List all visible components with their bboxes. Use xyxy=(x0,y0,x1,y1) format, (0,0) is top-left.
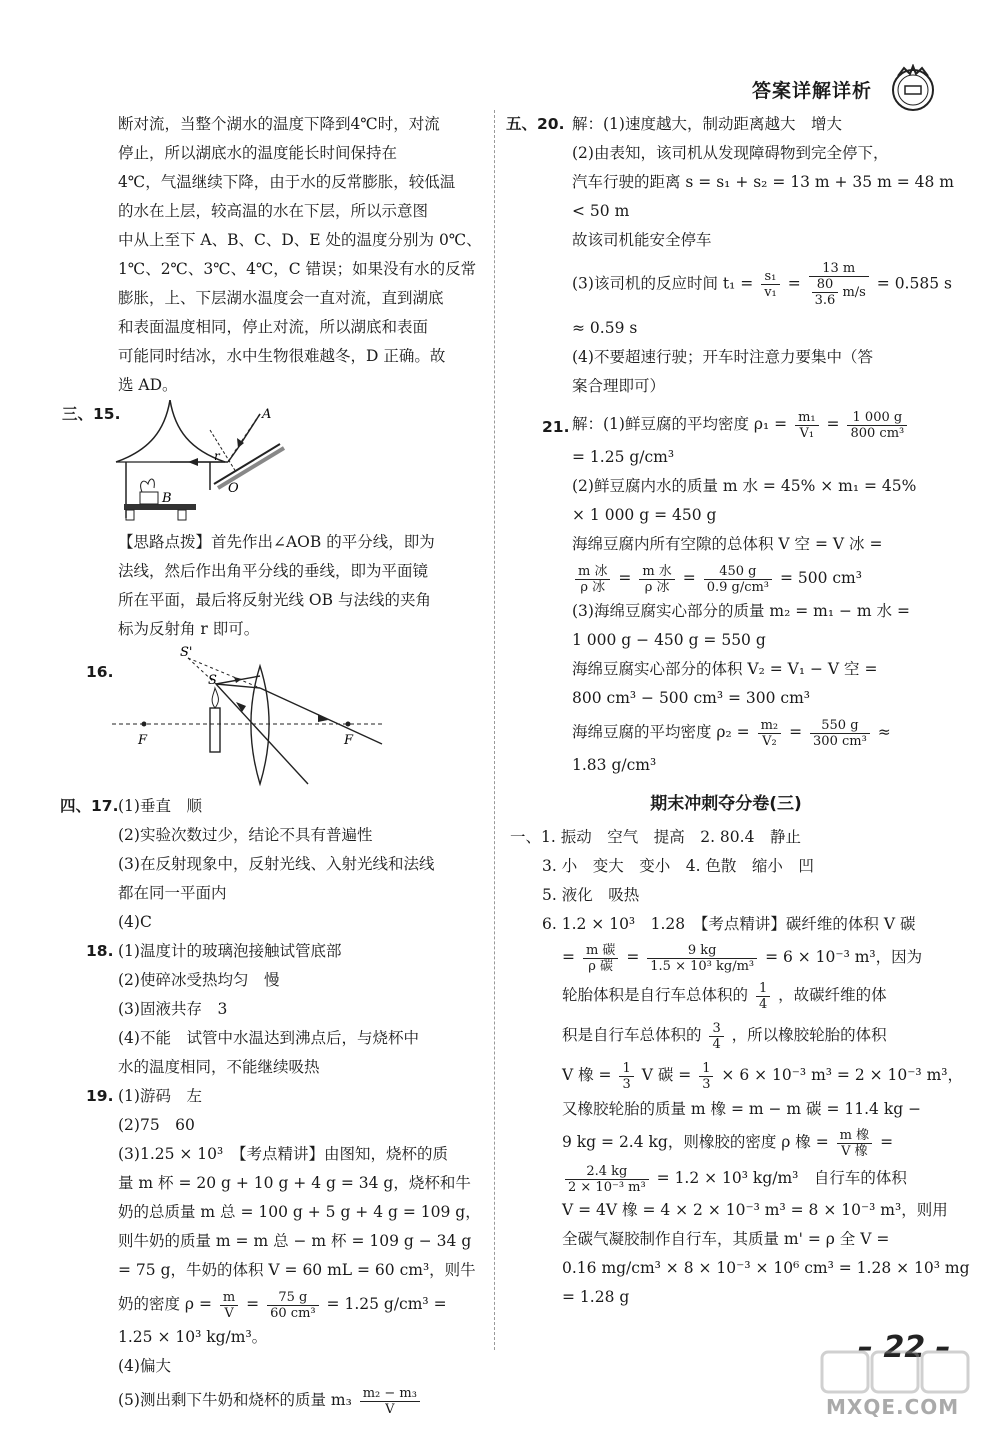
text-line: 4℃，气温继续下降，由于水的反常膨胀，较低温 xyxy=(118,173,456,191)
text-line: 的水在上层，较高温的水在下层，所以示意图 xyxy=(118,202,429,220)
text-line: 【思路点拨】首先作出∠AOB 的平分线，即为 xyxy=(118,533,435,551)
q15-label: 三、15. xyxy=(62,405,121,423)
text-line: 案合理即可） xyxy=(572,377,666,395)
text-fragment: 海绵豆腐的平均密度 ρ₂ = xyxy=(572,723,750,741)
text-line: ≈ 0.59 s xyxy=(572,319,638,337)
text-line: 又橡胶轮胎的质量 m 橡 = m − m 碳 = 11.4 kg − xyxy=(562,1100,922,1118)
text-line: 1℃、2℃、3℃、4℃，C 错误；如果没有水的反常 xyxy=(118,260,477,278)
q15-block xyxy=(62,400,482,528)
q6-line7 xyxy=(562,1124,946,1160)
page-number: – 22 – xyxy=(858,1330,951,1365)
text-line: 0.16 mg/cm³ × 8 × 10⁻³ × 10⁶ cm³ = 1.28 × 10³ mg xyxy=(562,1259,970,1277)
text-line: (3)1.25 × 10³ 【考点精讲】由图知，烧杯的质 xyxy=(118,1145,448,1163)
q20-block xyxy=(506,110,954,401)
text-line: = 75 g，牛奶的体积 V = 60 mL = 60 cm³，则牛 xyxy=(118,1261,476,1279)
q15-label-b: B xyxy=(162,491,172,506)
q16-block xyxy=(82,644,482,792)
q16-label: 16. xyxy=(86,663,114,681)
q6-line3 xyxy=(562,975,946,1015)
right-column xyxy=(506,110,970,1312)
section-title: 期末冲刺夺分卷(三) xyxy=(650,794,802,814)
text-fragment: = xyxy=(682,569,696,587)
q15-reflection-diagram xyxy=(110,400,350,528)
q21-1-line xyxy=(572,405,946,443)
text-fragment: = 6 × 10⁻³ m³，因为 xyxy=(765,948,923,966)
fraction: $\frac{550 g}{\text{300 cm³}}$ xyxy=(810,718,870,749)
text-line: 标为反射角 r 即可。 xyxy=(118,620,260,638)
q16-lens-diagram xyxy=(112,644,412,792)
text-line: V = 4V 橡 = 4 × 2 × 10⁻³ m³ = 8 × 10⁻³ m³，则用 xyxy=(562,1201,948,1219)
q19-5-line xyxy=(118,1381,482,1419)
text-line: 1 000 g − 450 g = 550 g xyxy=(572,631,766,649)
header-title: 答案详解详析 xyxy=(752,80,873,102)
text-line: (1)温度计的玻璃泡接触试管底部 xyxy=(118,942,342,960)
text-line: 800 cm³ − 500 cm³ = 300 cm³ xyxy=(572,689,810,707)
fraction: $\frac{\text{m 冰}}{\text{ρ 冰}}$ xyxy=(575,564,610,595)
fraction: $\frac{3}{4}$ xyxy=(709,1021,723,1052)
q6-line4 xyxy=(562,1015,946,1055)
text-line: 故该司机能安全停车 xyxy=(572,231,712,249)
q6-line5 xyxy=(562,1055,963,1095)
text-line: (2)使碎冰受热均匀 慢 xyxy=(118,971,280,989)
text-line: 膨胀，上、下层湖水温度会一直对流，直到湖底 xyxy=(118,289,444,307)
fraction: $\frac{9 kg}{\text{1.5 × 10³ kg/m³}}$ xyxy=(647,943,757,974)
text-fragment: = xyxy=(246,1295,260,1313)
q6-line2 xyxy=(562,939,946,975)
text-line: 断对流，当整个湖水的温度下降到4℃时，对流 xyxy=(118,115,440,133)
q20-label: 五、20. xyxy=(506,115,565,133)
text-line: (2)鲜豆腐内水的质量 m 水 = 45% × m₁ = 45% xyxy=(572,477,917,495)
brand-logo-icon xyxy=(888,64,938,114)
fraction: $\frac{1 000 g}{\text{800 cm³}}$ xyxy=(847,410,907,441)
text-fragment: 轮胎体积是自行车总体积的 xyxy=(562,986,749,1004)
text-fragment: V 橡 = xyxy=(562,1066,612,1084)
text-line: 中从上至下 A、B、C、D、E 处的温度分别为 0℃、 xyxy=(118,231,482,249)
text-fragment: = xyxy=(789,723,803,741)
text-fragment: ≈ xyxy=(877,723,891,741)
text-line: (2)75 60 xyxy=(118,1116,195,1134)
q16-label-f-left: F xyxy=(138,733,148,748)
text-line: 3. 小 变大 变小 4. 色散 缩小 凹 xyxy=(542,857,814,875)
fraction: $\frac{\text{s₁}}{\text{v₁}}$ xyxy=(761,269,780,300)
q18-block xyxy=(82,937,482,1082)
text-line: 所在平面，最后将反射光线 OB 与法线的夹角 xyxy=(118,591,431,609)
text-line: 汽车行驶的距离 s = s₁ + s₂ = 13 m + 35 m = 48 m xyxy=(572,173,954,191)
text-fragment: ，故碳纤维的体 xyxy=(778,986,887,1004)
text-fragment: = xyxy=(826,415,840,433)
text-fragment: 积是自行车总体积的 xyxy=(562,1026,702,1044)
q19-block xyxy=(82,1082,482,1419)
text-line: 海绵豆腐实心部分的体积 V₂ = V₁ − V 空 = xyxy=(572,660,878,678)
text-fragment: = xyxy=(562,948,575,966)
q14-continuation xyxy=(82,110,482,400)
text-line: 停止，所以湖底水的温度能长时间保持在 xyxy=(118,144,398,162)
exam3-answers xyxy=(506,823,970,1312)
text-line: × 1 000 g = 450 g xyxy=(572,506,717,524)
text-line: (3)海绵豆腐实心部分的质量 m₂ = m₁ − m 水 = xyxy=(572,602,910,620)
text-line: 1.25 × 10³ kg/m³。 xyxy=(118,1328,268,1346)
q18-label: 18. xyxy=(86,942,114,960)
text-fragment: 解：(1)鲜豆腐的平均密度 ρ₁ = xyxy=(572,415,788,433)
text-line: 一、1. 振动 空气 提高 2. 80.4 静止 xyxy=(510,828,801,846)
text-fragment: (3)该司机的反应时间 t₁ = xyxy=(572,274,754,293)
text-line: 5. 液化 吸热 xyxy=(542,886,640,904)
fraction: $\frac{\text{m₂ − m₃}}{V}$ xyxy=(360,1386,420,1417)
q16-label-f-right: F xyxy=(344,733,354,748)
q15-tip xyxy=(82,528,482,644)
text-line: (4)不要超速行驶；开车时注意力要集中（答 xyxy=(572,348,873,366)
text-fragment: = xyxy=(787,274,801,293)
fraction: $\frac{\text{m 橡}}{\text{V 橡}}$ xyxy=(837,1128,872,1159)
text-line: 6. 1.2 × 10³ 1.28 【考点精讲】碳纤维的体积 V 碳 xyxy=(542,915,916,933)
text-fragment: = xyxy=(626,948,640,966)
text-fragment: = 0.585 s xyxy=(876,274,952,293)
watermark-text: MXQE.COM xyxy=(826,1395,960,1419)
text-fragment: = 1.25 g/cm³ = xyxy=(326,1295,447,1313)
text-line: 解：(1)速度越大，制动距离越大 增大 xyxy=(572,115,842,133)
text-fragment: = xyxy=(880,1133,894,1151)
q15-label-a: A xyxy=(262,407,272,422)
text-line: (3)在反射现象中，反射光线、入射光线和法线 xyxy=(118,855,435,873)
text-line: (2)由表知，该司机从发现障碍物到完全停下， xyxy=(572,144,889,162)
q15-label-o: O xyxy=(228,481,239,496)
q21-block xyxy=(506,405,946,780)
fraction: $\frac{\text{m₂}}{\text{V₂}}$ xyxy=(758,718,782,749)
text-line: 则牛奶的质量 m = m 总 − m 杯 = 109 g − 34 g xyxy=(118,1232,472,1250)
text-fragment: ，所以橡胶轮胎的体积 xyxy=(731,1026,887,1044)
column-divider xyxy=(494,110,495,1350)
q15-label-r: r xyxy=(214,449,220,463)
q21-2-line xyxy=(572,559,946,597)
q19-density-line xyxy=(118,1285,482,1323)
text-line: = 1.25 g/cm³ xyxy=(572,448,675,466)
text-line: 法线，然后作出角平分线的垂线，即为平面镜 xyxy=(118,562,429,580)
left-column xyxy=(60,110,482,1419)
text-line: 可能同时结冰，水中生物很难越冬，D 正确。故 xyxy=(118,347,446,365)
text-line: (1)垂直 顺 xyxy=(118,797,202,815)
text-fragment: = 500 cm³ xyxy=(779,569,862,587)
q21-label: 21. xyxy=(542,418,570,436)
text-line: (2)实验次数过少，结论不具有普遍性 xyxy=(118,826,373,844)
text-line: 海绵豆腐内所有空隙的总体积 V 空 = V 冰 = xyxy=(572,535,883,553)
q16-label-s-prime: S' xyxy=(180,645,193,660)
fraction: $\frac{75 g}{\text{60 cm³}}$ xyxy=(267,1290,319,1321)
q20-3-line xyxy=(572,255,952,314)
text-line: 奶的总质量 m 总 = 100 g + 5 g + 4 g = 109 g， xyxy=(118,1203,481,1221)
q6-line8 xyxy=(562,1160,946,1196)
fraction: $\frac{450 g}{\text{0.9 g/cm³}}$ xyxy=(704,564,772,595)
text-fragment: 奶的密度 ρ = xyxy=(118,1295,212,1313)
text-line: < 50 m xyxy=(572,202,630,220)
text-line: (4)不能 试管中水温达到沸点后，与烧杯中 xyxy=(118,1029,419,1047)
text-line: 都在同一平面内 xyxy=(118,884,227,902)
fraction: $\frac{\text{m₁}}{\text{V₁}}$ xyxy=(795,410,819,441)
text-line: 1.83 g/cm³ xyxy=(572,756,657,774)
fraction: $\frac{\text{m 水}}{\text{ρ 冰}}$ xyxy=(639,564,674,595)
q19-label: 19. xyxy=(86,1087,114,1105)
text-fragment: × 6 × 10⁻³ m³ = 2 × 10⁻³ m³， xyxy=(721,1066,963,1084)
text-line: 量 m 杯 = 20 g + 10 g + 4 g = 34 g，烧杯和牛 xyxy=(118,1174,471,1192)
q17-label: 四、17. xyxy=(60,797,119,815)
q16-label-s: S xyxy=(208,673,217,688)
text-line: (4)偏大 xyxy=(118,1357,171,1375)
q17-block xyxy=(60,792,482,937)
text-fragment: = 1.2 × 10³ kg/m³ 自行车的体积 xyxy=(656,1169,907,1187)
fraction: $\frac{1}{3}$ xyxy=(619,1061,633,1092)
text-line: 水的温度相同，不能继续吸热 xyxy=(118,1058,320,1076)
fraction: $\frac{2.4 kg}{\text{2 × 10⁻³ m³}}$ xyxy=(565,1164,649,1195)
text-line: 全碳气凝胶制作自行车，其质量 m' = ρ 全 V = xyxy=(562,1230,890,1248)
text-line: (1)游码 左 xyxy=(118,1087,202,1105)
fraction: $\frac{1}{4}$ xyxy=(756,981,770,1012)
fraction: $\frac{\text{m 碳}}{\text{ρ 碳}}$ xyxy=(583,943,618,974)
text-line: 选 AD。 xyxy=(118,376,178,394)
text-fragment: (5)测出剩下牛奶和烧杯的质量 m₃ xyxy=(118,1391,352,1409)
text-line: 和表面温度相同，停止对流，所以湖底和表面 xyxy=(118,318,429,336)
fraction: $\frac{m}{V}$ xyxy=(220,1290,238,1321)
text-line: = 1.28 g xyxy=(562,1288,630,1306)
text-fragment: V 碳 = xyxy=(641,1066,692,1084)
fraction: $\frac{1}{3}$ xyxy=(699,1061,713,1092)
text-fragment: 9 kg = 2.4 kg，则橡胶的密度 ρ 橡 = xyxy=(562,1133,829,1151)
q21-4-line xyxy=(572,713,946,751)
text-line: (3)固液共存 3 xyxy=(118,1000,228,1018)
text-fragment: = xyxy=(618,569,632,587)
text-line: (4)C xyxy=(118,913,152,931)
fraction: 13 m $\frac{80}{3.6}$ m/s xyxy=(809,261,869,308)
